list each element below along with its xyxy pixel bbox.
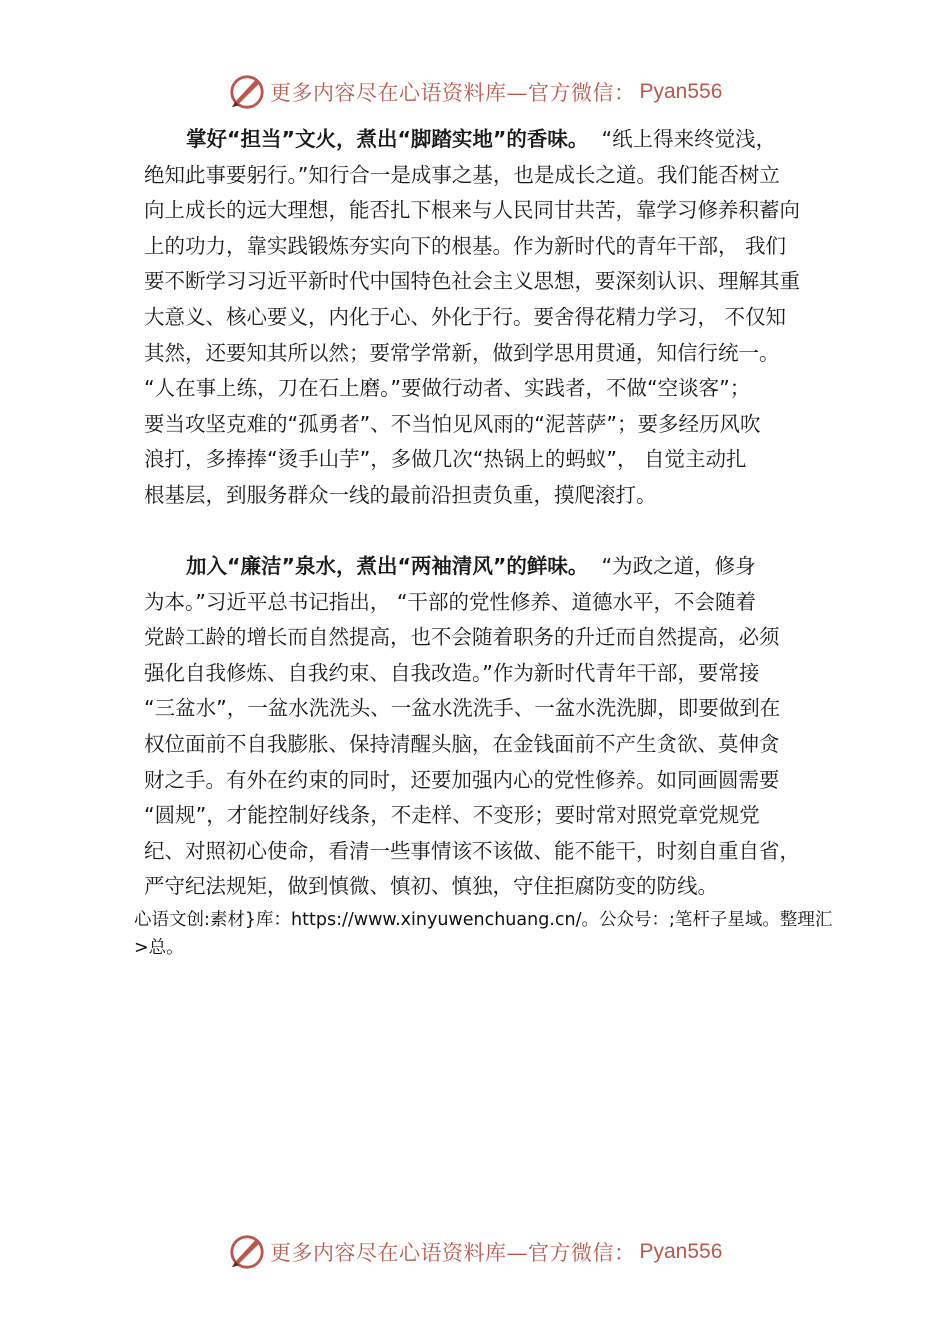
- paragraph-line: 强化自我修炼、自我约束、自我改造。”作为新时代青年干部，要常接: [144, 660, 760, 685]
- banner-title: 更多内容尽在心语资料库: [270, 81, 507, 105]
- paragraph-line: 浪打，多捧捧“烫手山芋”，多做几次“热锅上的蚂蚁”， 自觉主动扎: [144, 447, 747, 472]
- paragraph-lead-heading: 掌好“担当”文火，煮出“脚踏实地”的香味。: [186, 127, 589, 151]
- banner-title: 更多内容尽在心语资料库: [270, 1241, 507, 1265]
- banner-text: [270, 1237, 636, 1267]
- paragraph-line: 党龄工龄的增长而自然提高，也不会随着职务的升迁而自然提高，必须: [144, 625, 780, 650]
- source-note-line: >总。: [134, 938, 184, 958]
- paragraph-line: [144, 549, 820, 585]
- paragraph-lead-heading: 加入“廉洁”泉水，煮出“两袖清风”的鲜味。: [186, 554, 589, 578]
- banner-wechat-label: 官方微信：: [528, 81, 636, 105]
- paragraph-line: 要不断学习习近平新时代中国特色社会主义思想，要深刻认识、理解其重: [144, 269, 800, 294]
- banner-separator: —: [506, 1241, 528, 1265]
- paragraph-line: 权位面前不自我膨胀、保持清醒头脑，在金钱面前不产生贪欲、莫伸贪: [144, 731, 780, 756]
- paragraph-line: [144, 122, 820, 158]
- pen-logo-icon: [228, 73, 266, 111]
- paragraph-line: 其然，还要知其所以然；要常学常新，做到学思用贯通，知信行统一。: [144, 340, 780, 365]
- paragraph-line: 纪、对照初心使命，看清一些事情该不该做、能不能干，时刻自重自省，: [144, 838, 800, 863]
- banner-wechat-id: Pyan556: [639, 80, 723, 103]
- paragraph-line: 绝知此事要躬行。”知行合一是成事之基，也是成长之道。我们能否树立: [144, 162, 780, 187]
- paragraph-line: 向上成长的远大理想，能否扎下根来与人民同甘共苦，靠学习修养积蓄向: [144, 198, 800, 223]
- source-note-line: 心语文创:素材}库：https://www.xinyuwenchuang.cn/。公众号：;笔杆子星域。整理汇: [134, 910, 833, 930]
- paragraph-line: 财之手。有外在约束的同时，还要加强内心的党性修养。如同画圆需要: [144, 767, 780, 792]
- paragraph-line: 严守纪法规矩，做到慎微、慎初、慎独，守住拒腐防变的防线。: [144, 874, 718, 899]
- footer-watermark-banner: [228, 1232, 728, 1272]
- banner-text: [270, 77, 636, 107]
- paragraph-line: “圆规”，才能控制好线条，不走样、不变形；要时常对照党章党规党: [144, 803, 760, 828]
- paragraph-line-text: “为政之道，修身: [601, 554, 756, 578]
- header-watermark-banner: [228, 72, 728, 112]
- paragraph-line: 根基层，到服务群众一线的最前沿担责负重，摸爬滚打。: [144, 482, 657, 507]
- banner-wechat-id: Pyan556: [639, 1240, 723, 1263]
- paragraph-line-text: “纸上得来终觉浅，: [601, 127, 777, 151]
- paragraph-line: 要当攻坚克难的“孤勇者”、不当怕见风雨的“泥菩萨”；要多经历风吹: [144, 411, 761, 436]
- paragraph-line: “人在事上练，刀在石上磨。”要做行动者、实践者，不做“空谈客”；: [144, 376, 751, 401]
- paragraph-line: 为本。”习近平总书记指出， “干部的党性修养、道德水平，不会随着: [144, 589, 757, 614]
- paragraph-line: 上的功力，靠实践锻炼夯实向下的根基。作为新时代的青年干部， 我们: [144, 233, 787, 258]
- pen-logo-icon: [228, 1233, 266, 1271]
- paragraph-responsibility: [144, 122, 820, 514]
- paragraph-line: 大意义、核心要义，内化于心、外化于行。要舍得花精力学习， 不仅知: [144, 304, 787, 329]
- banner-wechat-label: 官方微信：: [528, 1241, 636, 1265]
- paragraph-line: “三盆水”，一盆水洗洗头、一盆水洗洗手、一盆水洗洗脚，即要做到在: [144, 696, 781, 721]
- banner-separator: —: [506, 81, 528, 105]
- source-note: [134, 906, 834, 962]
- paragraph-integrity: [144, 549, 820, 905]
